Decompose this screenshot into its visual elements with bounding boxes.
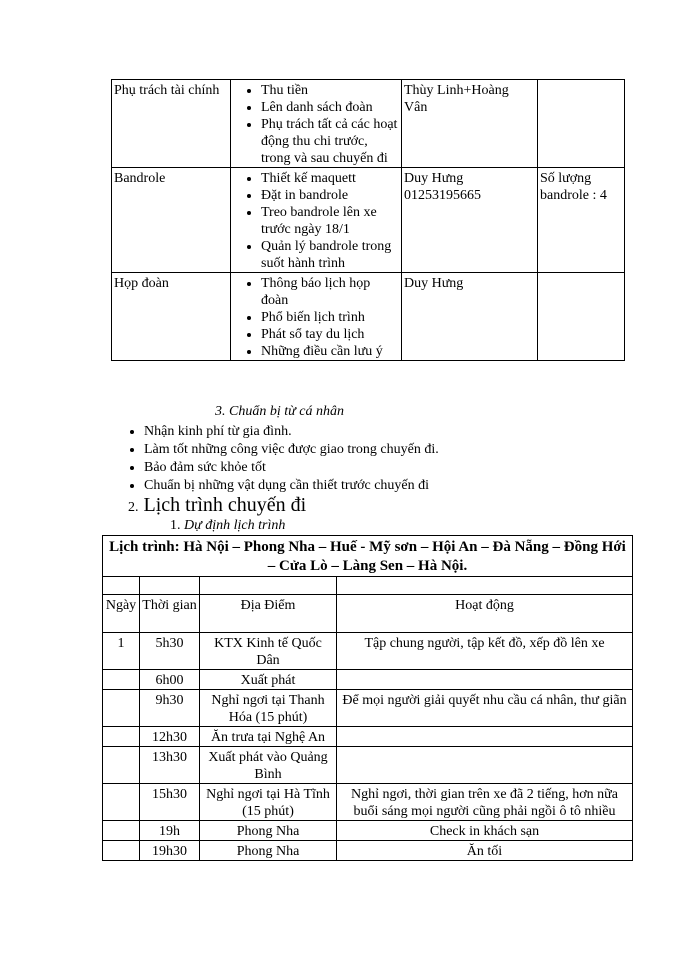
- task-item: • Thu tiền: [261, 82, 399, 99]
- place-cell: Phong Nha: [200, 841, 337, 861]
- table-row: [103, 747, 633, 784]
- task-row: [112, 168, 625, 273]
- task-note: Số lượng bandrole : 4: [538, 168, 625, 273]
- place-cell: KTX Kinh tế Quốc Dân: [200, 633, 337, 670]
- task-item: • Phụ trách tất cả các hoạt động thu chi trước, trong và sau chuyến đi: [261, 116, 399, 167]
- activity-cell: [337, 747, 633, 784]
- time-cell: 19h30: [140, 841, 200, 861]
- time-cell: 9h30: [140, 690, 200, 727]
- empty-cell: [200, 577, 337, 595]
- section-2-heading: [128, 492, 306, 521]
- time-cell: 5h30: [140, 633, 200, 670]
- subsection-number: 1.: [170, 518, 181, 533]
- task-row: [112, 273, 625, 361]
- table-row: [103, 784, 633, 821]
- table-row: [103, 690, 633, 727]
- personal-prep-list: [128, 423, 439, 495]
- task-items: [231, 273, 402, 361]
- activity-cell: [337, 670, 633, 690]
- spacer-row: [103, 577, 633, 595]
- place-cell: Xuất phát: [200, 670, 337, 690]
- day-cell: [103, 670, 140, 690]
- task-table: [111, 79, 625, 361]
- activity-cell: Để mọi người giải quyết nhu cầu cá nhân, thư giãn: [337, 690, 633, 727]
- task-row: [112, 80, 625, 168]
- day-cell: [103, 821, 140, 841]
- list-item: • Làm tốt những công việc được giao trong chuyến đi.: [144, 441, 439, 459]
- subsection-title: Dự định lịch trình: [184, 518, 286, 533]
- task-person: Duy Hưng: [402, 273, 538, 361]
- time-cell: 15h30: [140, 784, 200, 821]
- time-cell: 6h00: [140, 670, 200, 690]
- task-person: Duy Hưng 01253195665: [402, 168, 538, 273]
- task-item: • Thiết kế maquett: [261, 170, 399, 187]
- task-item: • Treo bandrole lên xe trước ngày 18/1: [261, 204, 399, 238]
- task-items: [231, 168, 402, 273]
- empty-cell: [103, 577, 140, 595]
- activity-cell: Nghỉ ngơi, thời gian trên xe đã 2 tiếng, hơn nữa buổi sáng mọi người cũng phải ngồi ô tô nhiều: [337, 784, 633, 821]
- time-cell: 13h30: [140, 747, 200, 784]
- day-cell: [103, 841, 140, 861]
- subsection-heading: [170, 518, 285, 534]
- table-row: [103, 633, 633, 670]
- section-3-heading: [215, 404, 344, 420]
- list-item: • Nhận kinh phí từ gia đình.: [144, 423, 439, 441]
- place-cell: Phong Nha: [200, 821, 337, 841]
- time-cell: 12h30: [140, 727, 200, 747]
- task-note: [538, 273, 625, 361]
- section-title: Chuẩn bị từ cá nhân: [229, 404, 344, 419]
- day-cell: 1: [103, 633, 140, 670]
- itinerary-table: [102, 535, 633, 861]
- section-number: 3.: [215, 404, 226, 419]
- activity-cell: Ăn tối: [337, 841, 633, 861]
- day-cell: [103, 747, 140, 784]
- task-items: [231, 80, 402, 168]
- header-row: [103, 595, 633, 633]
- empty-cell: [140, 577, 200, 595]
- task-item: • Đặt in bandrole: [261, 187, 399, 204]
- header-place: Địa Điểm: [200, 595, 337, 633]
- header-time: Thời gian: [140, 595, 200, 633]
- task-item: • Quản lý bandrole trong suốt hành trình: [261, 238, 399, 272]
- day-cell: [103, 784, 140, 821]
- section-number: 2.: [128, 500, 139, 515]
- itinerary-title-row: [103, 536, 633, 577]
- place-cell: Xuất phát vào Quảng Bình: [200, 747, 337, 784]
- place-cell: Nghỉ ngơi tại Thanh Hóa (15 phút): [200, 690, 337, 727]
- task-item: • Thông báo lịch họp đoàn: [261, 275, 399, 309]
- section-title: Lịch trình chuyến đi: [143, 494, 307, 516]
- task-note: [538, 80, 625, 168]
- activity-cell: Check in khách sạn: [337, 821, 633, 841]
- place-cell: Nghỉ ngơi tại Hà Tĩnh (15 phút): [200, 784, 337, 821]
- table-row: [103, 670, 633, 690]
- day-cell: [103, 690, 140, 727]
- task-person: Thùy Linh+Hoàng Vân: [402, 80, 538, 168]
- task-role: Họp đoàn: [112, 273, 231, 361]
- time-cell: 19h: [140, 821, 200, 841]
- task-item: • Những điều cần lưu ý: [261, 343, 399, 360]
- itinerary-title: Lịch trình: Hà Nội – Phong Nha – Huế - Mỹ sơn – Hội An – Đà Nẵng – Đồng Hới – Cửa Lò – Làng Sen – Hà Nội.: [103, 536, 633, 577]
- place-cell: Ăn trưa tại Nghệ An: [200, 727, 337, 747]
- empty-cell: [337, 577, 633, 595]
- list-item: • Bảo đảm sức khỏe tốt: [144, 459, 439, 477]
- task-item: • Phát sổ tay du lịch: [261, 326, 399, 343]
- header-day: Ngày: [103, 595, 140, 633]
- task-role: Phụ trách tài chính: [112, 80, 231, 168]
- activity-cell: [337, 727, 633, 747]
- day-cell: [103, 727, 140, 747]
- activity-cell: Tập chung người, tập kết đồ, xếp đồ lên xe: [337, 633, 633, 670]
- table-row: [103, 727, 633, 747]
- task-item: • Lên danh sách đoàn: [261, 99, 399, 116]
- task-item: • Phổ biến lịch trình: [261, 309, 399, 326]
- list-item: • Chuẩn bị những vật dụng cần thiết trước chuyến đi: [144, 477, 439, 495]
- task-role: Bandrole: [112, 168, 231, 273]
- table-row: [103, 821, 633, 841]
- header-activity: Hoạt động: [337, 595, 633, 633]
- table-row: [103, 841, 633, 861]
